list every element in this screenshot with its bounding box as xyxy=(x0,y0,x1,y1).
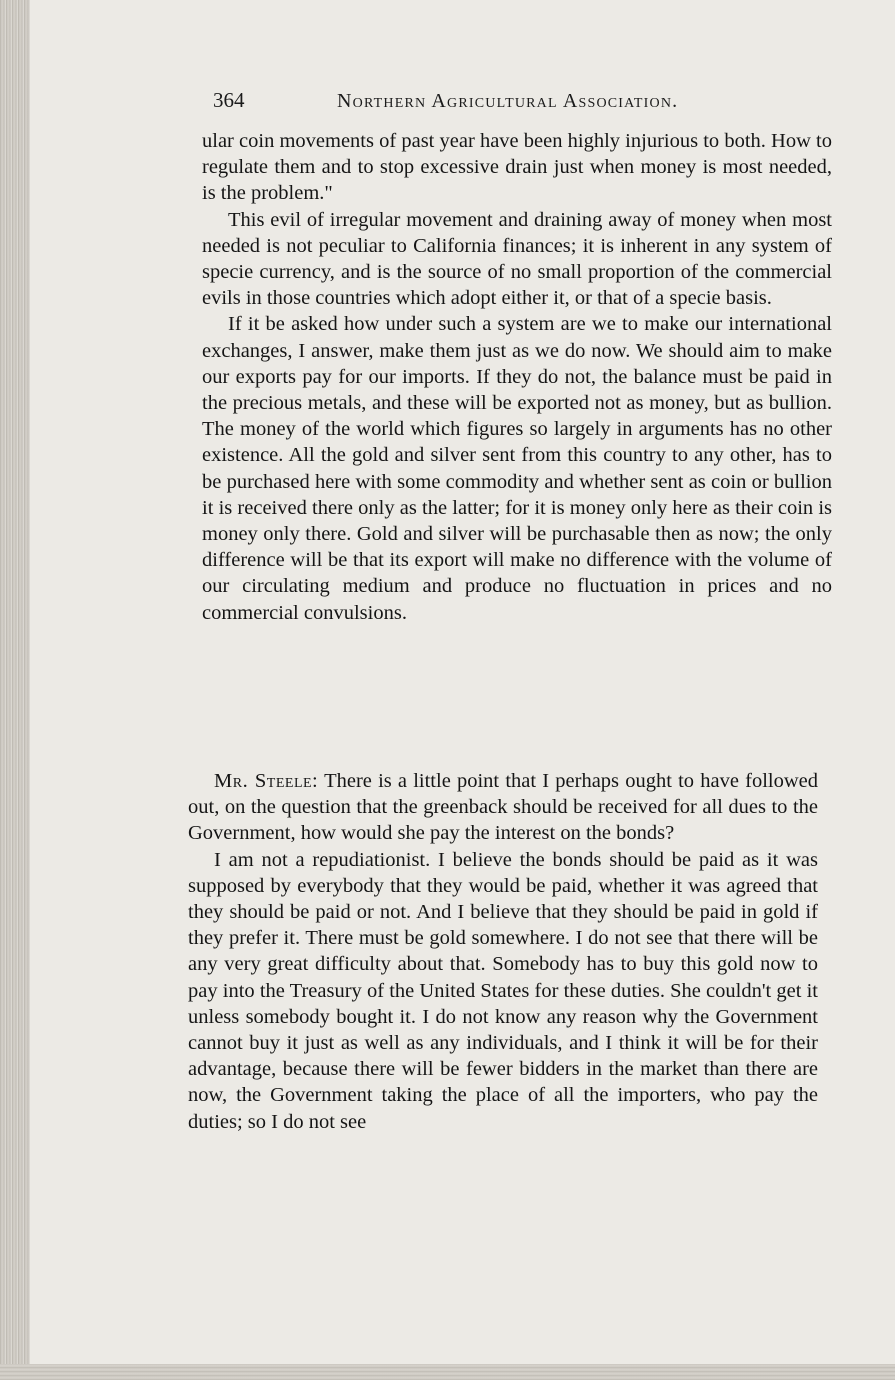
remarks-section xyxy=(188,768,818,1135)
main-text-block xyxy=(202,128,832,626)
page-binding-edge xyxy=(0,0,30,1380)
page-bottom-edge xyxy=(0,1364,895,1380)
speaker-paragraph xyxy=(188,768,818,847)
paragraph-specie-evil: This evil of irregular movement and draining away of money when most needed is not peculiar to California finances; it is inherent in any system of specie currency, and is the source of no small proportion of the commercial evils in those countries which adopt either it, or that of a specie basis. xyxy=(202,208,832,310)
page-number: 364 xyxy=(213,88,245,112)
speaker-remark: There is a little point that I perhaps ought to have followed out, on the question that the greenback should be received for all dues to the Government, how would she pay the interest on the bonds? xyxy=(188,770,818,845)
speaker-name: Mr. Steele: xyxy=(214,770,319,792)
paragraph-international-exchanges: If it be asked how under such a system are we to make our international exchanges, I answer, make them just as we do now. We should aim to make our exports pay for our imports. If they do not, the balance must be paid in the precious metals, and these will be exported not as money, but as bullion. The money of the world which figures so largely in arguments has no other existence. All the gold and silver sent from this country to any other, has to be purchased here with some commodity and whether sent as coin or bullion it is received there only as the latter; for it is money only here as their coin is money only there. Gold and silver will be purchasable then as now; the only difference will be that its export will make no difference with the volume of our circulating medium and produce no fluctuation in prices and no commercial convulsions. xyxy=(202,313,832,624)
paragraph-continuation: ular coin movements of past year have been highly injurious to both. How to regulate them and to stop excessive drain just when money is most needed, is the problem." xyxy=(202,130,832,205)
running-head: Northern Agricultural Association. xyxy=(337,90,679,112)
page-header xyxy=(213,88,831,124)
paragraph-bonds: I am not a repudiationist. I believe the bonds should be paid as it was supposed by everybody that they would be paid, whether it was agreed that they should be paid or not. And I believe that they should be paid in gold if they prefer it. There must be gold somewhere. I do not see that there will be any very great difficulty about that. Somebody has to buy this gold now to pay into the Treasury of the United States for these duties. She couldn't get it unless somebody bought it. I do not know any reason why the Government cannot buy it just as well as any individuals, and I think it will be for their advantage, because there will be fewer bidders in the market than there are now, the Government taking the place of all the importers, who pay the duties; so I do not see xyxy=(188,848,818,1133)
